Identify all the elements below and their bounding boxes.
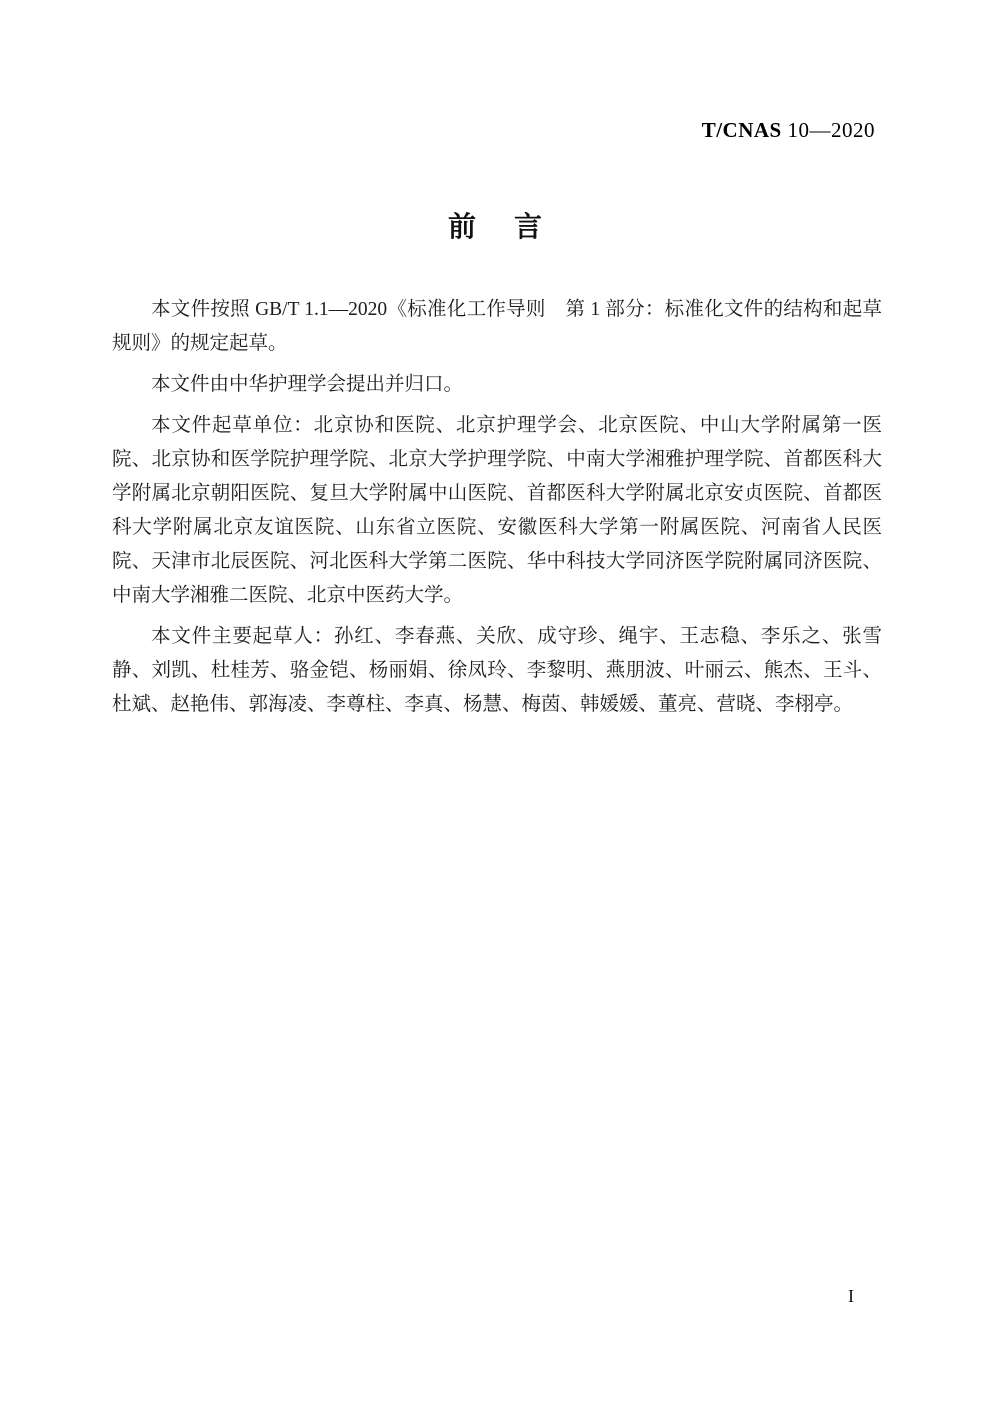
standard-code: T/CNAS bbox=[701, 118, 782, 142]
paragraph-drafting-units: 本文件起草单位：北京协和医院、北京护理学会、北京医院、中山大学附属第一医院、北京协和医学院护理学院、北京大学护理学院、中南大学湘雅护理学院、首都医科大学附属北京朝阳医院、复旦大学附属中山医院、首都医科大学附属北京安贞医院、首都医科大学附属北京友谊医院、山东省立医院、安徽医科大学第一附属医院、河南省人民医院、天津市北辰医院、河北医科大学第二医院、华中科技大学同济医学院附属同济医院、中南大学湘雅二医院、北京中医药大学。 bbox=[112, 415, 882, 606]
document-body bbox=[112, 293, 882, 729]
standard-number: 10—2020 bbox=[781, 118, 875, 142]
paragraph-drafting-basis: 本文件按照 GB/T 1.1—2020《标准化工作导则 第 1 部分：标准化文件的结构和起草规则》的规定起草。 bbox=[112, 299, 882, 354]
paragraph-main-drafters: 本文件主要起草人：孙红、李春燕、关欣、成守珍、绳宇、王志稳、李乐之、张雪静、刘凯、杜桂芳、骆金铠、杨丽娟、徐凤玲、李黎明、燕朋波、叶丽云、熊杰、王斗、杜斌、赵艳伟、郭海凌、李尊柱、李真、杨慧、梅茵、韩媛媛、董亮、营晓、李栩亭。 bbox=[112, 626, 882, 715]
page-number: I bbox=[848, 1286, 854, 1306]
document-header bbox=[112, 118, 875, 143]
paragraph-proposing-org: 本文件由中华护理学会提出并归口。 bbox=[151, 374, 464, 395]
page-title: 前 言 bbox=[447, 212, 544, 243]
